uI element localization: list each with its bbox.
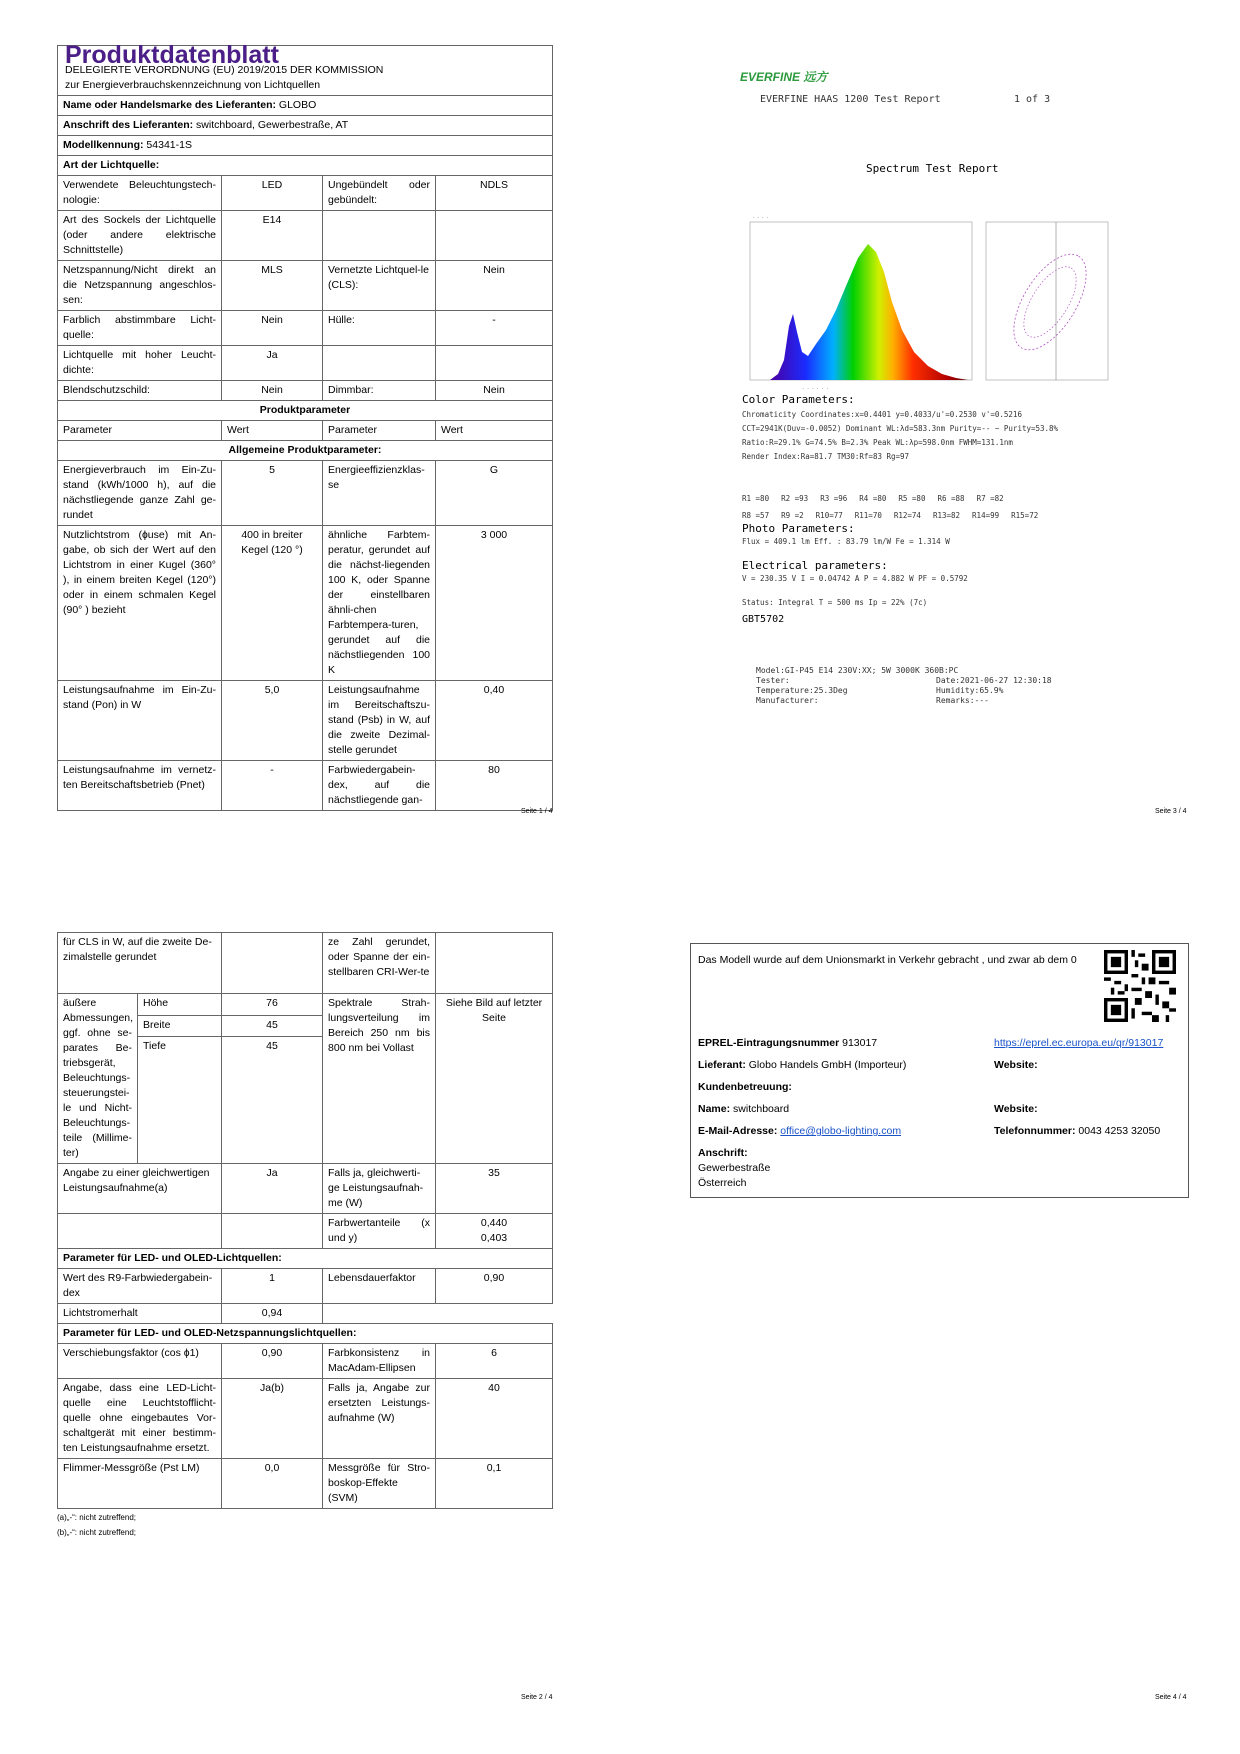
table-row [58,1344,553,1379]
everfine-logo: EVERFINE 远方 [740,70,828,84]
dim-value: 45 [222,1015,323,1037]
page1-sheet [57,41,552,806]
param-label: Farbkonsistenz in MacAdam-Ellipsen [323,1344,436,1379]
table-row [58,994,553,1016]
elec-line: V = 230.35 V I = 0.04742 A P = 4.882 W PF = 0.5792 [742,574,968,583]
spectrum-axis-text: · · · · · · [802,386,829,391]
param-value: 1 [222,1269,323,1304]
param-label: Lichtquelle mit hoher Leucht-dichte: [58,346,222,381]
param-label: für CLS in W, auf die zweite De-zimalstelle gerundet [58,933,222,994]
param-label [58,1164,222,1214]
color-line: Ratio:R=29.1% G=74.5% B=2.3% Peak WL:λp=598.0nm FWHM=131.1nm [742,438,1013,447]
param-label: Blendschutzschild: [58,381,222,401]
chromaticity-chart [984,214,1114,394]
param-value: 0,1 [436,1459,553,1509]
dim-value: 76 [222,994,323,1016]
report-title: Spectrum Test Report [866,162,999,175]
chroma-ellipse-outer [999,242,1100,361]
color-lines [742,408,1122,464]
r-value: R6 =88 [937,494,965,503]
param-value: Nein [436,261,553,311]
page2-footer: Seite 2 / 4 [521,1694,553,1701]
page-title: Produktdatenblatt [65,41,279,69]
param-value [436,346,553,381]
param-label: Messgröße für Stro-boskop-Effekte (SVM) [323,1459,436,1509]
report-header: EVERFINE HAAS 1200 Test Report [760,94,941,105]
param-label: Energieverbrauch im Ein-Zu-stand (kWh/1000 h), auf die nächstliegende ganze Zahl ge-rundet [58,461,222,526]
param-label: Angabe, dass eine LED-Licht-quelle eine Leuchtstofflicht-quelle ohne eingebautes Vor-schaltgerät mit einer bestimm-ten Leistungsaufnahme ersetzt. [58,1379,222,1459]
param-value: Nein [436,381,553,401]
address-label: Anschrift: [698,1147,748,1159]
footnote-a: (a)„-“: nicht zutreffend; [57,1513,136,1522]
table-row [58,381,553,401]
param-value: Ja(b) [222,1379,323,1459]
param-label: Verwendete Beleuchtungstech-nologie: [58,176,222,211]
source-type-heading: Art der Lichtquelle: [58,156,553,176]
supplier-address: switchboard, Gewerbestraße, AT [196,119,349,131]
param-label: Wert des R9-Farbwiedergabein-dex [58,1269,222,1304]
col-header-param: Parameter [323,421,436,441]
r-value: R5 =80 [898,494,926,503]
report-pages: 1 of 3 [1014,94,1051,105]
r-value: R4 =80 [859,494,887,503]
table-row [58,211,553,261]
param-value: 6 [436,1344,553,1379]
supplier-name: GLOBO [278,99,317,111]
address-line: Gewerbestraße [698,1162,771,1174]
r-value: R1 =80 [742,494,770,503]
name-value: switchboard [733,1103,790,1115]
param-value [436,211,553,261]
param-value: 35 [436,1164,553,1214]
param-label: ze Zahl gerundet, oder Spanne der ein-stellbaren CRI-Wer-te [323,933,436,994]
model-line: Model:GI-P45 E14 230V:XX; 5W 3000K 360B:PC [756,666,959,675]
manufacturer-line: Manufacturer: [756,696,819,705]
table-row [58,311,553,346]
table-row [58,261,553,311]
spectral-label: Spektrale Strah-lungsverteilung im Bereich 250 nm bis 800 nm bei Vollast [323,994,436,1164]
humidity-line: Humidity:65.9% [936,686,1004,695]
date-line: Date:2021-06-27 12:30:18 [936,676,1052,685]
param-value: 400 in breiter Kegel (120 °) [222,526,323,681]
col-header-value: Wert [222,421,323,441]
page1-footer: Seite 1 / 4 [521,808,553,815]
r-value: R10=77 [815,511,843,520]
param-value: Ja [222,346,323,381]
equiv-label: Angabe zu einer gleichwertigen Leistungsaufnahme(a) [63,1167,210,1194]
phone-label: Telefonnummer: [994,1125,1076,1137]
param-label: Leistungsaufnahme im Ein-Zu-stand (Pon) in W [58,681,222,761]
eprel-value: 913017 [842,1037,878,1049]
color-line: CCT=2941K(Duv=-0.0052) Dominant WL:λd=583.3nm Purity=-- ~ Purity=53.8% [742,424,1059,433]
standard-label: GBT5702 [742,614,785,625]
param-label: Art des Sockels der Lichtquelle (oder andere elektrische Schnittstelle) [58,211,222,261]
table-row [58,761,553,811]
param-label: Leistungsaufnahme im Bereitschaftszu-stand (Psb) in W, auf die zweite Dezimal-stelle gerundet [323,681,436,761]
chroma-frame [986,222,1108,380]
param-label: Farbwertanteile (x und y) [323,1214,436,1249]
address-line: Österreich [698,1177,747,1189]
elec-params-heading: Electrical parameters: [742,559,888,572]
param-value: - [436,311,553,346]
r-value: R8 =57 [742,511,770,520]
param-label: Lebensdauerfaktor [323,1269,436,1304]
page3-footer: Seite 3 / 4 [1155,808,1187,815]
param-value: - [222,761,323,811]
page4-footer: Seite 4 / 4 [1155,1694,1187,1701]
param-value: 0,94 [222,1304,323,1324]
chroma-x: 0,440 [480,1217,508,1229]
r-value: R15=72 [1011,511,1039,520]
param-value: 5,0 [222,681,323,761]
footnote-b: (b)„-“: nicht zutreffend; [57,1528,136,1537]
param-label: Leistungsaufnahme im vernetz-ten Bereitschaftsbetrieb (Pnet) [58,761,222,811]
eprel-label: EPREL-Eintragungsnummer [698,1037,840,1049]
table-row [58,1379,553,1459]
dim-name: Breite [138,1015,222,1037]
supplier-name-label: Name oder Handelsmarke des Lieferanten: [63,99,276,111]
chroma-y: 0,403 [480,1232,508,1244]
name-label: Name: [698,1103,731,1115]
r-value: R12=74 [893,511,921,520]
supplier-address-label: Anschrift des Lieferanten: [63,119,194,131]
color-line: Render Index:Ra=81.7 TM30:Rf=83 Rg=97 [742,452,910,461]
website-label: Website: [994,1059,1038,1071]
email-link[interactable]: office@globo-lighting.com [780,1125,902,1137]
model-id: 54341-1S [146,139,192,151]
dimensions-label: äußere Abmessungen, ggf. ohne se-parates Be-triebsgerät, Beleuchtungs-steuerungstei-le und Nicht-Beleuchtungs-teile (Millime-ter) [58,994,138,1164]
led-params-heading: Parameter für LED- und OLED-Lichtquellen: [58,1249,553,1269]
table-row [58,461,553,526]
model-label: Modellkennung: [63,139,144,151]
market-text: Das Modell wurde auf dem Unionsmarkt in Verkehr gebracht , und zwar ab dem 0 [698,954,1077,966]
qr-code-icon [1104,950,1176,1022]
dim-name: Höhe [138,994,222,1016]
mains-params-heading: Parameter für LED- und OLED-Netzspannungslichtquellen: [58,1324,553,1344]
col-header-param: Parameter [58,421,222,441]
page4-box [690,943,1189,1198]
param-value: 0,90 [222,1344,323,1379]
param-value: 5 [222,461,323,526]
param-label: Energieeffizienzklas-se [323,461,436,526]
param-label: Falls ja, gleichwerti-ge Leistungsaufnah-me (W) [323,1164,436,1214]
table-row [58,681,553,761]
supplier-label: Lieferant: [698,1059,746,1071]
param-label [323,346,436,381]
r-value: R9 =2 [781,511,804,520]
param-value: 0,40 [436,681,553,761]
table-row [58,933,553,994]
param-value: 80 [436,761,553,811]
spectrum-curve [770,244,968,380]
website2-label: Website: [994,1103,1038,1115]
r-value: R2 =93 [781,494,809,503]
regulation-text: DELEGIERTE VERORDNUNG (EU) 2019/2015 DER KOMMISSION zur Energieverbrauchskennzeichnung von Lichtquellen [65,64,384,91]
param-label: Verschiebungsfaktor (cos ɸ1) [58,1344,222,1379]
dim-name: Tiefe [138,1037,222,1164]
param-value: G [436,461,553,526]
param-value: 3 000 [436,526,553,681]
param-value: 0,0 [222,1459,323,1509]
param-label [323,211,436,261]
param-label: Ungebündelt oder gebündelt: [323,176,436,211]
param-label: Nutzlichtstrom (ɸuse) mit An-gabe, ob sich der Wert auf den Lichtstrom in einer Kugel (360° ), in einem breiten Kegel (120°) oder in einem schmalen Kegel (90° ) bezieht [58,526,222,681]
status-line: Status: Integral T = 500 ms Ip = 22% (7c) [742,598,928,607]
page2-sheet [57,932,552,1537]
photo-params-heading: Photo Parameters: [742,522,855,535]
param-label: Vernetzte Lichtquel-le (CLS): [323,261,436,311]
r-value: R13=82 [932,511,961,520]
temp-line: Temperature:25.3Deg [756,686,848,695]
r-value: R7 =82 [976,494,1004,503]
r-value: R11=70 [854,511,882,520]
color-line: Chromaticity Coordinates:x=0.4401 y=0.4033/u'=0.2530 v'=0.5216 [742,410,1022,419]
param-value: NDLS [436,176,553,211]
param-value: LED [222,176,323,211]
param-label: Farblich abstimmbare Licht-quelle: [58,311,222,346]
spectrum-axis-text: · · · · [752,215,769,220]
dim-value: 45 [222,1037,323,1164]
param-value: 40 [436,1379,553,1459]
param-label: Netzspannung/Nicht direkt an die Netzspannung angeschlos-sen: [58,261,222,311]
param-label: Flimmer-Messgröße (Pst LM) [58,1459,222,1509]
table-row [58,1304,553,1324]
phone-value: 0043 4253 32050 [1078,1125,1161,1137]
page1-table [57,41,553,811]
spectral-value: Siehe Bild auf letzter Seite [436,994,553,1164]
spectrum-chart [742,214,982,394]
general-params-heading: Allgemeine Produktparameter: [58,441,553,461]
tester-line: Tester: [756,676,790,685]
email-label: E-Mail-Adresse: [698,1125,778,1137]
r-values [742,490,1122,524]
table-row [58,1459,553,1509]
table-row [58,526,553,681]
param-value: Nein [222,311,323,346]
param-label: ähnliche Farbtem-peratur, gerundet auf die nächst-liegenden 100 K, oder Spanne der einstellbaren ähnli-chen Farbtempera-turen, gerundet auf die nächstliegenden 100 K [323,526,436,681]
customer-label: Kundenbetreuung: [698,1081,792,1093]
eprel-link[interactable]: https://eprel.ec.europa.eu/qr/913017 [994,1037,1164,1049]
table-row [58,1214,553,1249]
table-row [58,176,553,211]
supplier-value: Globo Handels GmbH (Importeur) [748,1059,907,1071]
param-label: Farbwiedergabein-dex, auf die nächstliegende gan- [323,761,436,811]
param-value: MLS [222,261,323,311]
param-label: Falls ja, Angabe zur ersetzten Leistungs-aufnahme (W) [323,1379,436,1459]
table-row [58,1164,553,1214]
chroma-ellipse-inner [1014,259,1087,346]
param-value: E14 [222,211,323,261]
r-value: R14=99 [972,511,1000,520]
param-label: Dimmbar: [323,381,436,401]
photo-line: Flux = 409.1 lm Eff. : 83.79 lm/W Fe = 1.314 W [742,537,950,546]
param-label: Lichtstromerhalt [58,1304,222,1324]
remarks-line: Remarks:--- [936,696,989,705]
param-value: Nein [222,381,323,401]
param-value: 0,90 [436,1269,553,1304]
param-label: Hülle: [323,311,436,346]
table-row [58,1269,553,1304]
table-row [58,346,553,381]
page2-table [57,932,553,1509]
param-value: Ja [222,1164,323,1214]
product-params-heading: Produktparameter [58,401,553,421]
test-info [756,666,1116,706]
col-header-value: Wert [436,421,553,441]
color-params-heading: Color Parameters: [742,393,855,406]
r-value: R3 =96 [820,494,848,503]
